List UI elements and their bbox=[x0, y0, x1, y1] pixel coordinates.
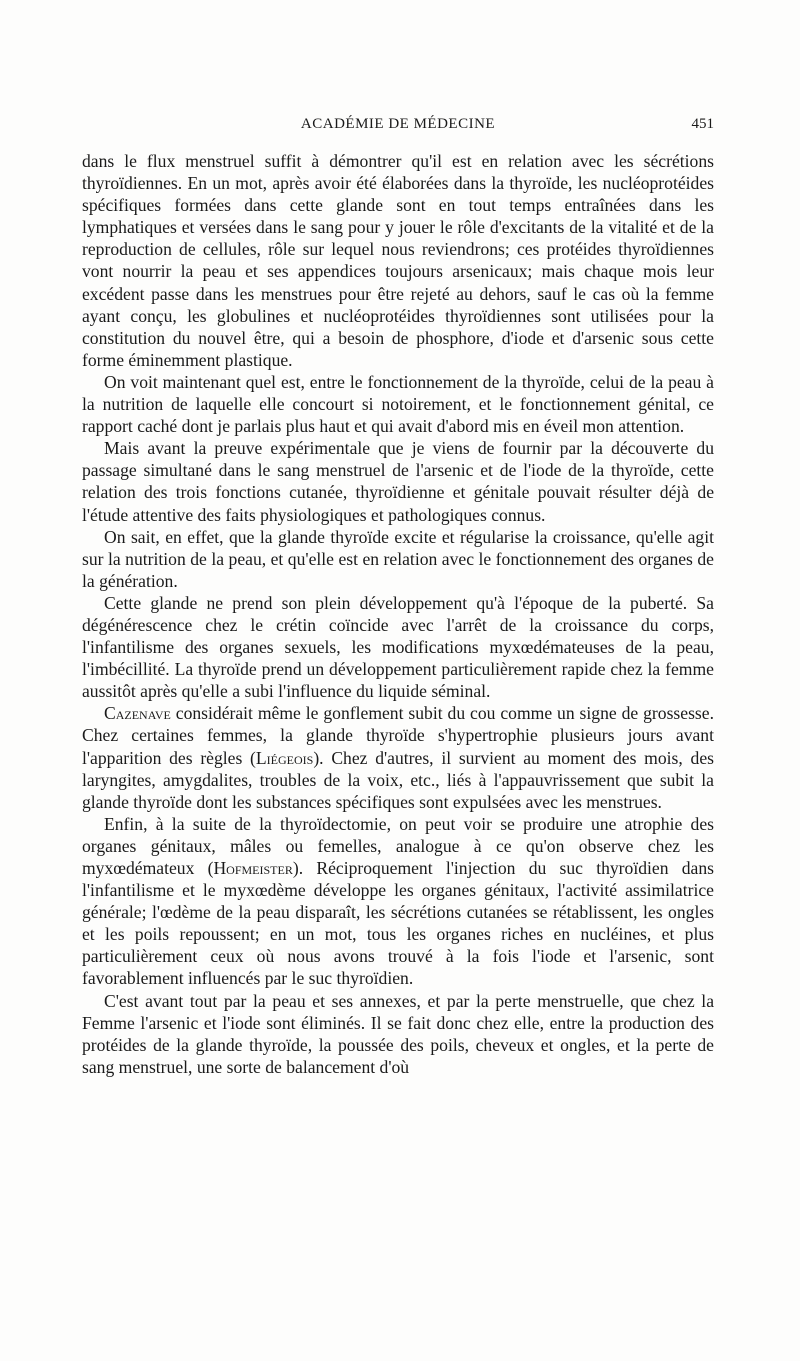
author-name-hofmeister: Hofmeister bbox=[213, 858, 293, 878]
paragraph-6 bbox=[82, 702, 714, 812]
page-header bbox=[82, 116, 714, 136]
author-name-cazenave: Cazenave bbox=[104, 703, 171, 724]
paragraph-7-text-b: ). Réciproquement l'injection du suc thyroïdien dans l'infantilisme et le myxœdème développe les organes génitaux, l'activité assimilatrice générale; l'œdème de la peau disparaît, les sécrétions cutanées se rétablissent, les ongles et les poils repoussent; en un mot, tous les organes riches en nucléines, et plus particulièrement ceux où nous avons trouvé à la fois l'iode et l'arsenic, sont favorablement influencés par le suc thyroïdien. bbox=[82, 858, 714, 989]
paragraph-1: dans le flux menstruel suffit à démontrer qu'il est en relation avec les sécrétions thyroïdiennes. En un mot, après avoir été élaborées dans la thyroïde, les nucléoprotéides spécifiques formées dans cette glande sont en tout temps entraînées dans les lymphatiques et versées dans le sang pour y jouer le rôle d'excitants de la vitalité et de la reproduction de cellules, rôle sur lequel nous reviendrons; ces protéides thyroïdiennes vont nourrir la peau et ses appendices toujours arsenicaux; mais chaque mois leur excédent passe dans les menstrues pour être rejeté au dehors, sauf le cas où la femme ayant conçu, les globulines et nucléoprotéides thyroïdiennes sont utilisées pour la constitution du nouvel être, qui a besoin de phosphore, d'iode et d'arsenic sous cette forme éminemment plastique. bbox=[82, 151, 714, 370]
paragraph-7 bbox=[82, 813, 714, 990]
paragraph-6-text-b: ). Chez d'autres, il survient au moment des mois, des laryngites, amygdalites, troubles de la voix, etc., liés à l'appauvrissement que subit la glande thyroïde dont les substances spécifiques sont expulsées avec les menstrues. bbox=[82, 747, 714, 812]
body-text bbox=[82, 150, 714, 1078]
paragraph-2: On voit maintenant quel est, entre le fonctionnement de la thyroïde, celui de la peau à la nutrition de laquelle elle concourt si notoirement, et le fonctionnement génital, ce rapport caché dont je parlais plus haut et qui avait d'abord mis en éveil mon attention. bbox=[82, 371, 714, 437]
paragraph-3: Mais avant la preuve expérimentale que je viens de fournir par la découverte du passage simultané dans le sang menstruel de l'arsenic et de l'iode de la thyroïde, cette relation des trois fonctions cutanée, thyroïdienne et génitale pouvait résulter déjà de l'étude attentive des faits physiologiques et pathologiques connus. bbox=[82, 438, 714, 525]
paragraph-4: On sait, en effet, que la glande thyroïde excite et régularise la croissance, qu'elle agit sur la nutrition de la peau, et qu'elle est en relation avec le fonctionnement des organes de la génération. bbox=[82, 526, 714, 591]
paragraph-8: C'est avant tout par la peau et ses annexes, et par la perte menstruelle, que chez la Femme l'arsenic et l'iode sont éliminés. Il se fait donc chez elle, entre la production des protéides de la glande thyroïde, la poussée des poils, cheveux et ongles, et la perte de sang menstruel, une sorte de balancement d'où bbox=[82, 990, 714, 1077]
running-head: ACADÉMIE DE MÉDECINE bbox=[300, 116, 496, 132]
paragraph-5: Cette glande ne prend son plein développement qu'à l'époque de la puberté. Sa dégénérescence chez le crétin coïncide avec l'arrêt de la croissance du corps, l'infantilisme des organes sexuels, les modifications myxœdémateuses de la peau, l'imbécillité. La thyroïde prend un développement particulièrement rapide chez la femme aussitôt après qu'elle a subi l'influence du liquide séminal. bbox=[82, 592, 714, 702]
page-number: 451 bbox=[691, 116, 714, 132]
paragraph-7-text-a: Enfin, à la suite de la thyroïdectomie, on peut voir se produire une atrophie des organes génitaux, mâles ou femelles, analogue à ce qu'on observe chez les myxœdémateux ( bbox=[82, 813, 714, 878]
author-name-liegeois: Liégeois bbox=[255, 747, 314, 768]
paragraph-6-text-a: considérait même le gonflement subit du cou comme un signe de grossesse. Chez certaines femmes, la glande thyroïde s'hypertrophie plusieurs jours avant l'apparition des règles ( bbox=[82, 703, 714, 768]
